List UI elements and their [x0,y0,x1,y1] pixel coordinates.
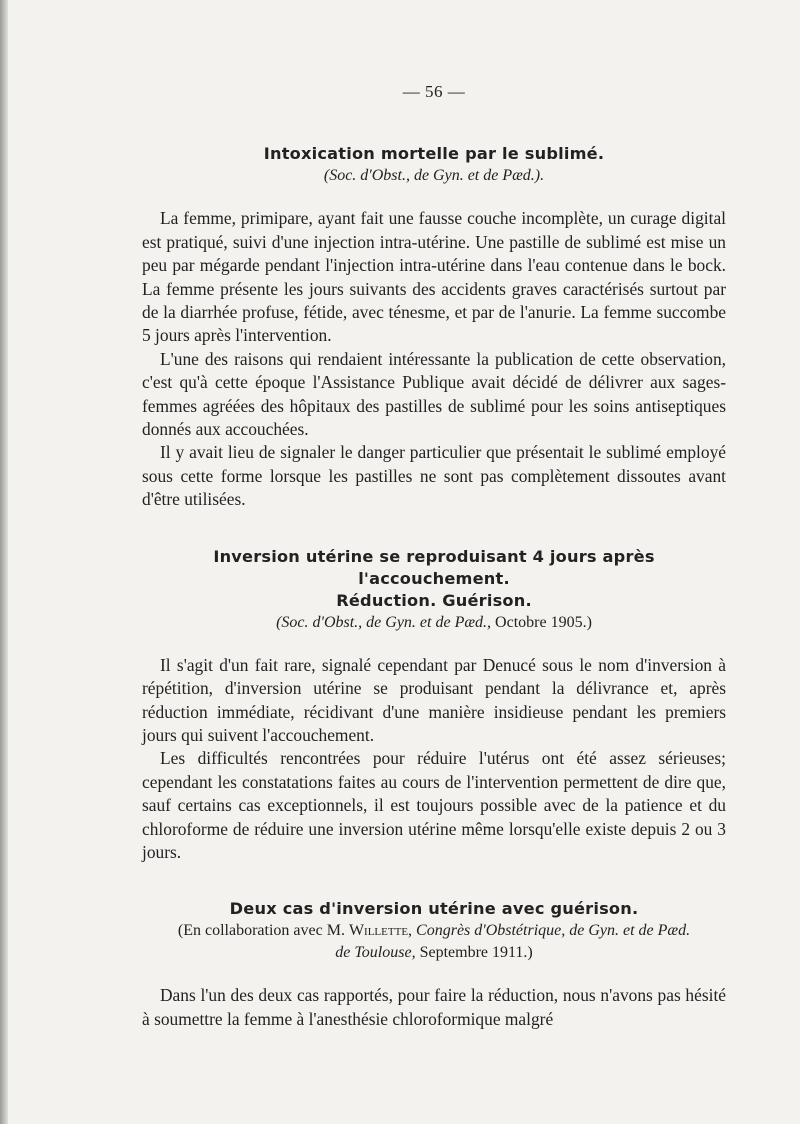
section-title-line2: Réduction. Guérison. [336,590,532,610]
section-title: Deux cas d'inversion utérine avec guérison. [229,899,639,919]
section-title: Intoxication mortelle par le sublimé. [263,144,605,164]
paragraph: Il y avait lieu de signaler le danger particulier que présentait le sublimé employé sous cette forme lorsque les pastilles ne sont pas complètement dissoutes avant d'être utilisées. [142,442,726,510]
source-sep: , [408,922,417,940]
paragraph: L'une des raisons qui rendaient intéressante la publication de cette observation, c'est qu'à cette époque l'Assistance Publique avait décidé de délivrer aux sages-femmes agréées des hôpitaux des pastilles de sublimé pour les soins antiseptiques donnés aux accouchées. [142,348,726,440]
source-congress: Congrès d'Obstétrique, de Gyn. et de Pæd. [416,922,691,940]
section-deux-cas [142,898,726,1031]
page-content [142,80,726,1031]
section-intoxication [142,143,726,511]
page-number: — 56 — [402,82,466,101]
section-source [142,612,726,634]
paragraph: Les difficultés rencontrées pour réduire l'utérus ont été assez sérieuses; cependant les constatations faites au cours de l'intervention permettent de dire que, sauf certains cas exceptionnels, il est toujours possible avec de la patience et du chloroforme de réduire une inversion utérine même lorsqu'elle existe depuis 2 ou 3 jours. [142,748,726,862]
paragraph: Il s'agit d'un fait rare, signalé cependant par Denucé sous le nom d'inversion à répétition, d'inversion utérine se produisant pendant la délivrance et, après réduction immédiate, récidivant d'une manière insidieuse pendant les premiers jours qui suivent l'accouchement. [142,654,726,745]
section-inversion [142,546,726,865]
section-source: (Soc. d'Obst., de Gyn. et de Pæd.). [323,167,545,185]
source-journal: (Soc. d'Obst., de Gyn. et de Pæd., [276,613,492,631]
collaborator-name: Willette [348,922,409,940]
paragraph: La femme, primipare, ayant fait une fausse couche incomplète, un curage digital est pratiqué, suivi d'une injection intra-utérine. Une pastille de sublimé est mise un peu par mégarde pendant l'injection intra-utérine dans l'eau contenue dans le bock. La femme présente les jours suivants des accidents graves caractérisés surtout par de la diarrhée profuse, fétide, avec ténesme, et par de l'anurie. La femme succombe 5 jours après l'intervention. [142,208,726,346]
source-date: Octobre 1905.) [491,613,592,631]
source-date: Septembre 1911.) [415,944,533,962]
page-edge [0,0,8,1124]
section-title-line1: Inversion utérine se reproduisant 4 jours après l'accouchement. [213,546,655,588]
paragraph: Dans l'un des deux cas rapportés, pour faire la réduction, nous n'avons pas hésité à soumettre la femme à l'anesthésie chloroformique malgré [142,985,726,1029]
source-city: de Toulouse, [335,944,416,962]
section-source [142,920,726,964]
source-prefix: (En collaboration avec M. [177,922,349,940]
